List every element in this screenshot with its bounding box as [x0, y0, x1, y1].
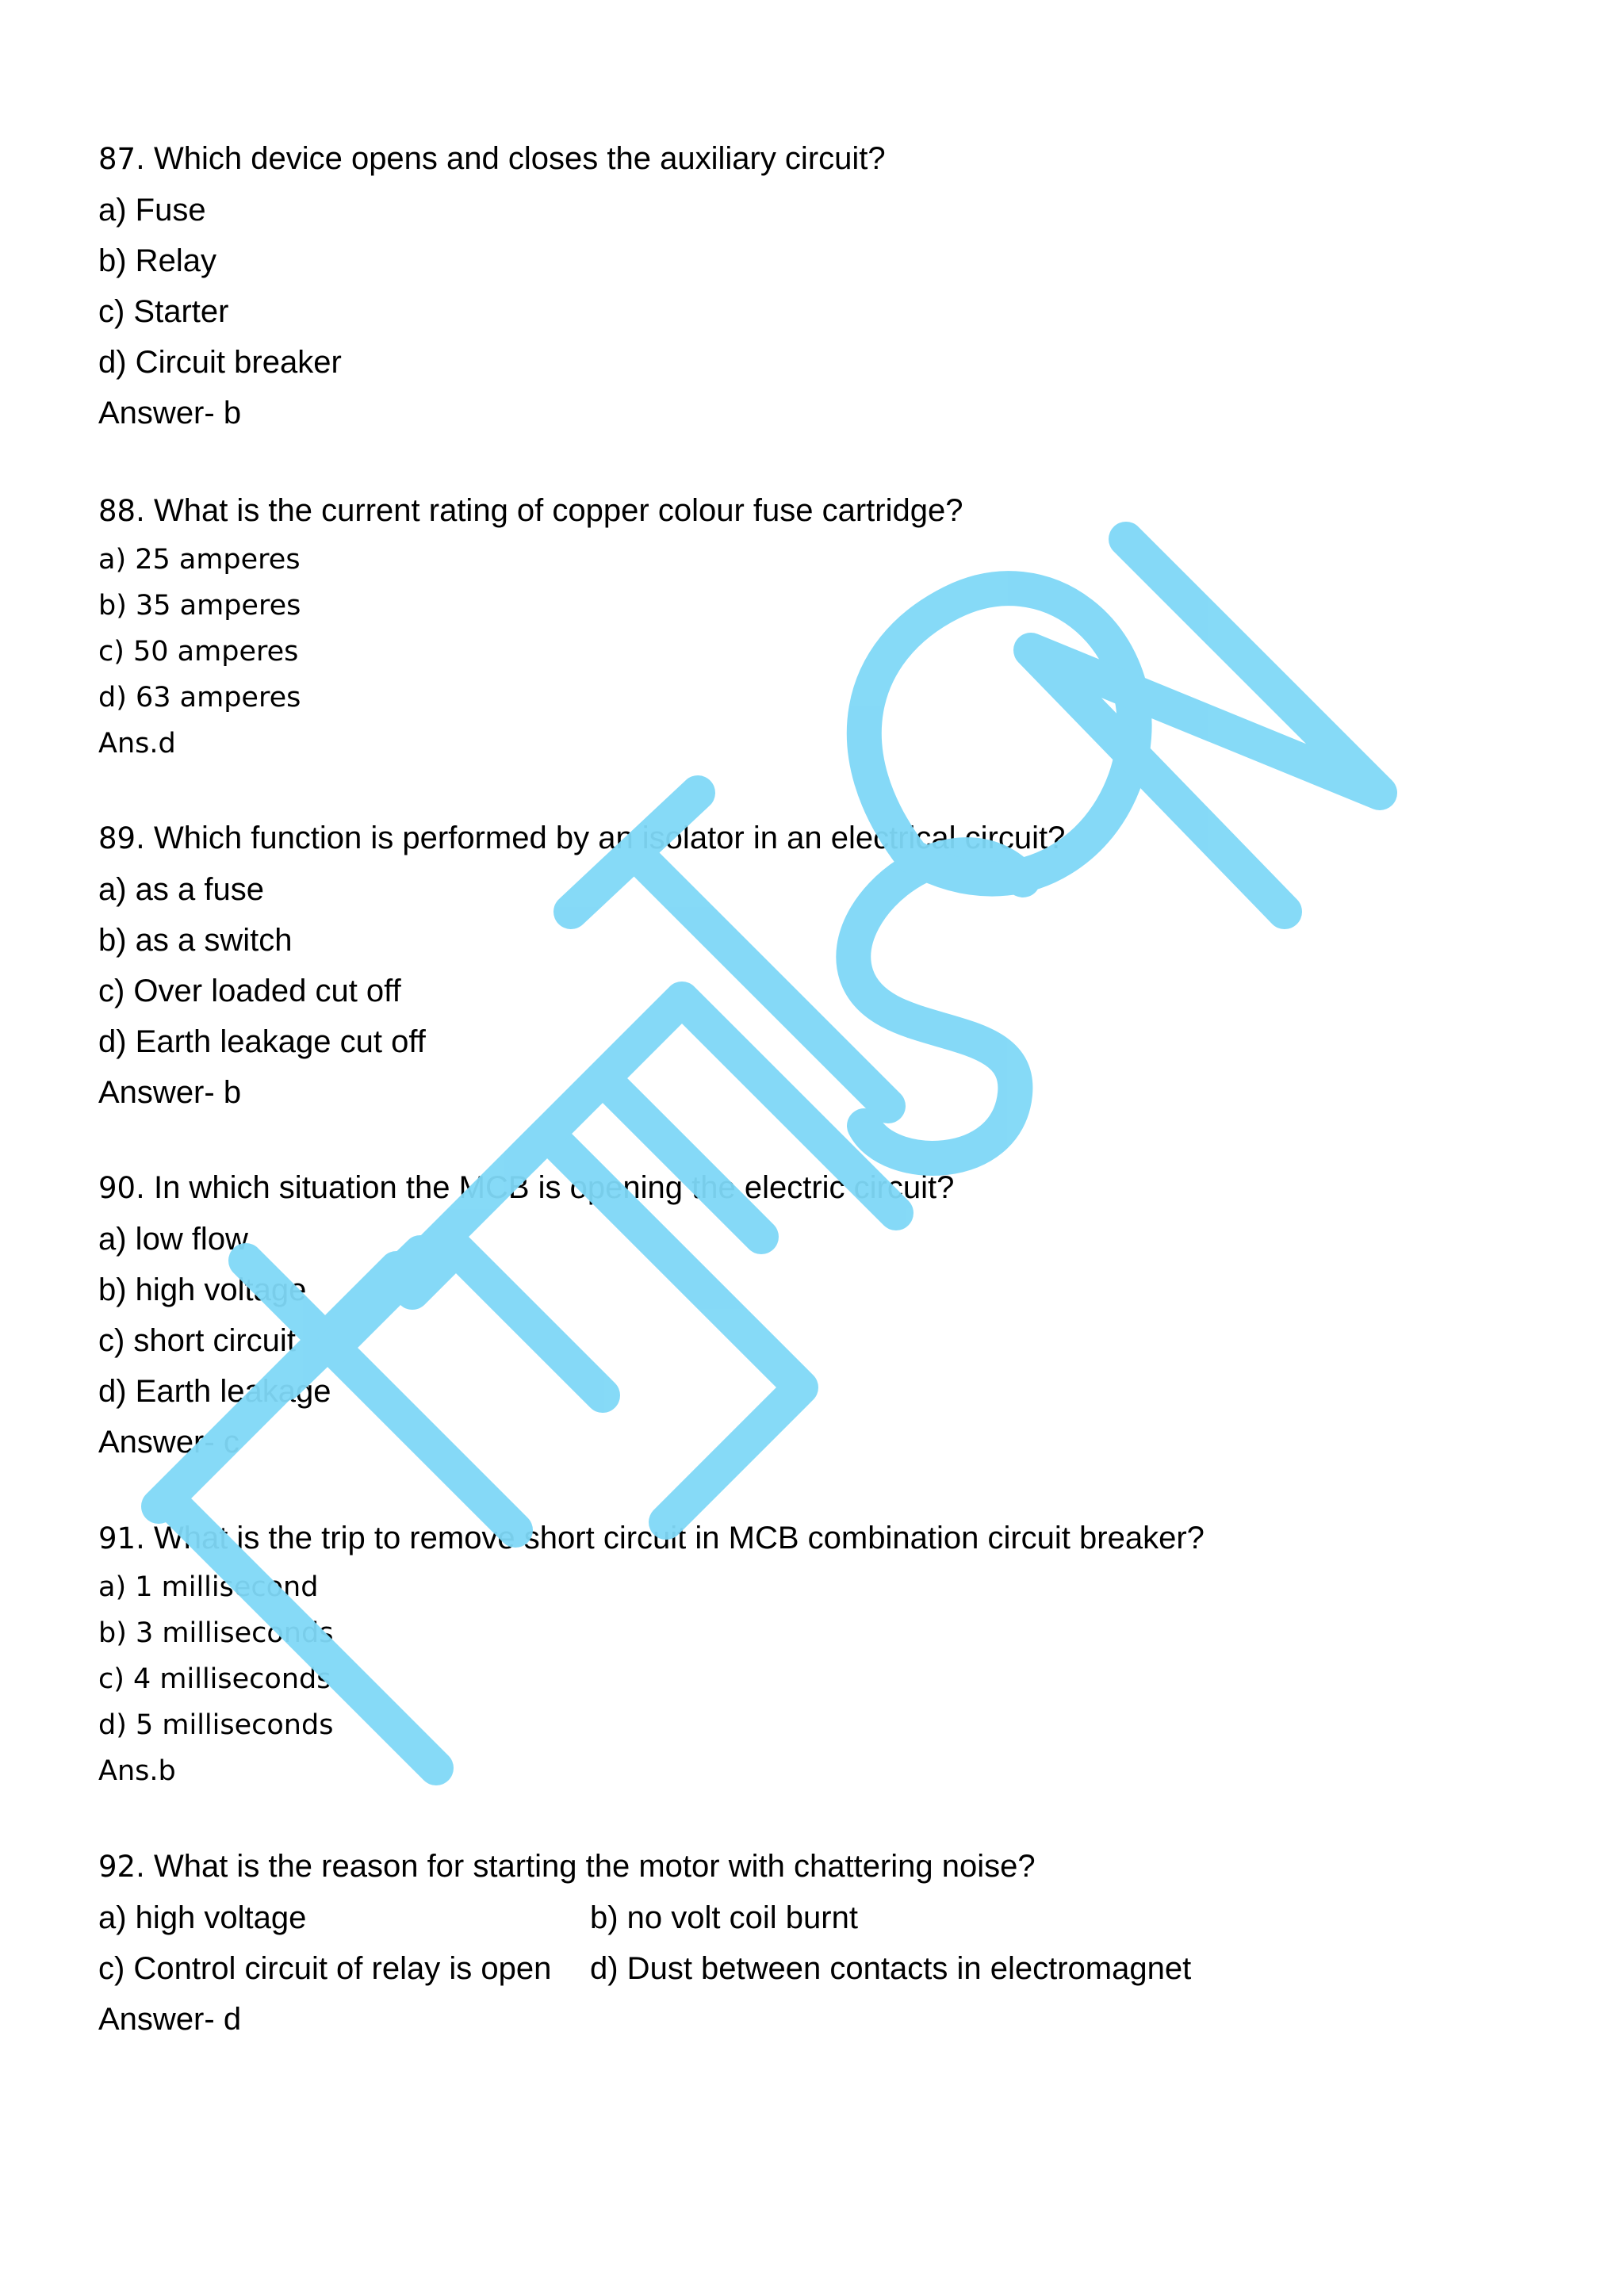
question-88 — [98, 485, 1526, 767]
question-number: 92. — [98, 1850, 145, 1884]
option-b: b) 3 milliseconds — [98, 1617, 334, 1649]
option-a: a) Fuse — [98, 193, 206, 228]
question-text: 87. Which device opens and closes the auxiliary circuit? — [98, 141, 886, 176]
question-number: 91. — [98, 1521, 145, 1556]
answer: Answer- c — [98, 1425, 239, 1460]
option-b: b) Relay — [98, 243, 216, 278]
option-a: a) high voltage — [98, 1900, 307, 1935]
answer: Answer- b — [98, 1075, 242, 1110]
option-c: c) Control circuit of relay is open — [98, 1951, 552, 1986]
answer: Answer- b — [98, 396, 242, 430]
option-b: b) 35 amperes — [98, 590, 301, 622]
question-number: 89. — [98, 821, 145, 855]
answer: Ans.b — [98, 1755, 176, 1787]
option-d: d) 63 amperes — [98, 682, 301, 714]
option-c: c) short circuit — [98, 1323, 296, 1358]
option-c: c) Starter — [98, 294, 229, 329]
option-d: d) Circuit breaker — [98, 345, 342, 380]
question-text: 92. What is the reason for starting the motor with chattering noise? — [98, 1849, 1036, 1884]
option-a: a) 1 millisecond — [98, 1571, 319, 1603]
question-90 — [98, 1162, 1526, 1468]
option-b: b) no volt coil burnt — [590, 1900, 858, 1935]
options-row-2 — [98, 1943, 1526, 1994]
option-a: a) as a fuse — [98, 872, 265, 907]
answer: Answer- d — [98, 2002, 242, 2037]
option-c: c) 4 milliseconds — [98, 1663, 331, 1695]
option-d: d) Earth leakage cut off — [98, 1024, 426, 1059]
question-89 — [98, 813, 1526, 1118]
question-87 — [98, 133, 1526, 438]
question-number: 88. — [98, 494, 145, 528]
option-c: c) Over loaded cut off — [98, 974, 401, 1008]
question-text: 89. Which function is performed by an isolator in an electrical circuit? — [98, 821, 1066, 855]
answer: Ans.d — [98, 728, 176, 760]
question-text: 91. What is the trip to remove short circuit in MCB combination circuit breaker? — [98, 1521, 1205, 1556]
option-a: a) low flow — [98, 1222, 248, 1257]
option-d: d) Earth leakage — [98, 1374, 331, 1409]
option-d: d) 5 milliseconds — [98, 1709, 334, 1741]
option-b: b) as a switch — [98, 923, 293, 958]
question-92 — [98, 1841, 1526, 2045]
question-number: 90. — [98, 1171, 145, 1205]
question-number: 87. — [98, 142, 145, 176]
option-b: b) high voltage — [98, 1272, 307, 1307]
option-d: d) Dust between contacts in electromagnet — [590, 1951, 1192, 1986]
question-text: 90. In which situation the MCB is opening the electric circuit? — [98, 1170, 955, 1205]
options-row-1 — [98, 1892, 1526, 1943]
question-91 — [98, 1513, 1526, 1794]
question-text: 88. What is the current rating of copper colour fuse cartridge? — [98, 493, 963, 528]
option-a: a) 25 amperes — [98, 544, 301, 576]
option-c: c) 50 amperes — [98, 636, 299, 668]
